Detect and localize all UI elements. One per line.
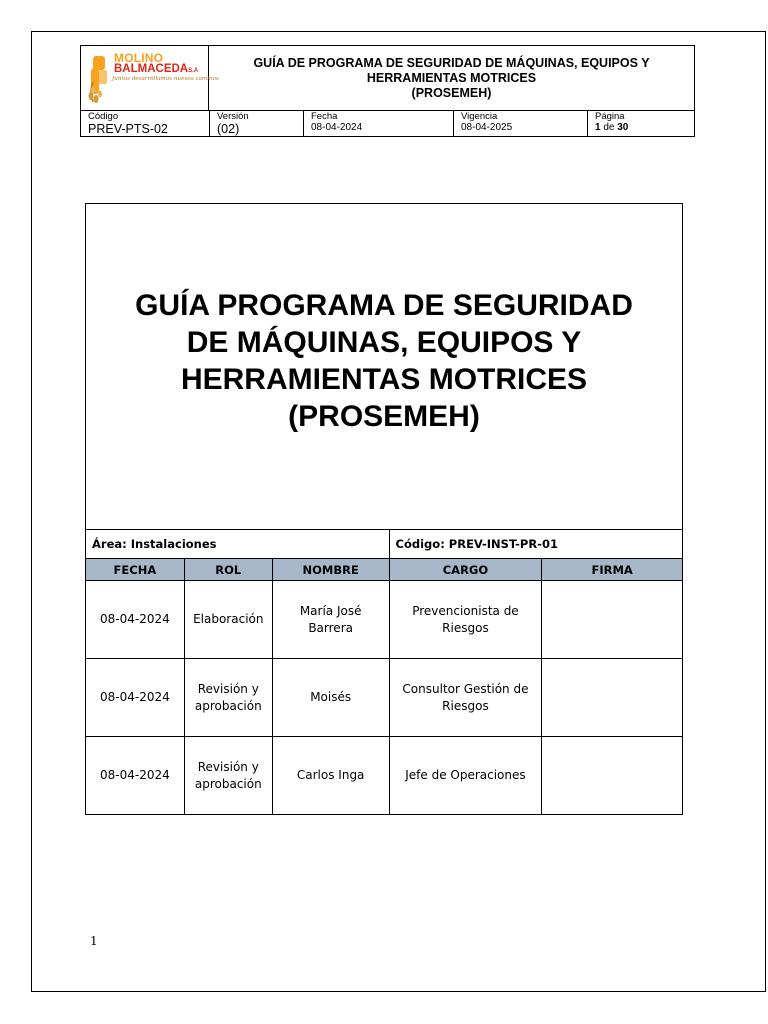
area-cell: Área: Instalaciones	[86, 530, 390, 559]
cover-title-line1: GUÍA PROGRAMA DE SEGURIDAD	[135, 289, 633, 322]
firma-cell	[542, 737, 683, 815]
logo-tagline: Juntos desarrollamos nuevos caminos	[112, 76, 219, 82]
header-title	[209, 46, 694, 110]
meta-label: Versión	[217, 111, 249, 122]
cover-title	[86, 287, 682, 435]
cover-title-line4: (PROSEMEH)	[288, 400, 480, 433]
logo-line1: MOLINO	[114, 51, 164, 65]
fecha-cell: 08-04-2024	[86, 659, 185, 737]
cargo-cell: Jefe de Operaciones	[389, 737, 542, 815]
meta-label: Código	[88, 111, 119, 122]
header-title-line3: (PROSEMEH)	[411, 85, 492, 100]
nombre-cell: Carlos Inga	[272, 737, 389, 815]
meta-label: Fecha	[311, 111, 338, 122]
meta-codigo	[81, 111, 209, 136]
meta-value: 08-04-2024	[311, 122, 363, 133]
column-header: CARGO	[389, 559, 542, 581]
header-meta-row	[81, 110, 694, 136]
nombre-cell: Moisés	[272, 659, 389, 737]
rol-cell: Elaboración	[184, 581, 272, 659]
rol-cell: Revisión y aprobación	[184, 659, 272, 737]
cover-box	[85, 203, 683, 815]
column-header: ROL	[184, 559, 272, 581]
header-title-line2: HERRAMIENTAS MOTRICES	[366, 70, 537, 85]
meta-fecha	[303, 111, 453, 136]
meta-label: Página	[595, 111, 625, 122]
column-header: FECHA	[86, 559, 185, 581]
column-header: NOMBRE	[272, 559, 389, 581]
page-number: 1	[90, 934, 98, 948]
cargo-cell: Consultor Gestión de Riesgos	[389, 659, 542, 737]
fecha-cell: 08-04-2024	[86, 737, 185, 815]
logo-suffix: S.A	[188, 68, 199, 74]
fecha-cell: 08-04-2024	[86, 581, 185, 659]
document-header	[80, 45, 695, 137]
firma-cell	[542, 581, 683, 659]
header-title-line1: GUÍA DE PROGRAMA DE SEGURIDAD DE MÁQUINAS, EQUIPOS Y	[253, 55, 650, 70]
meta-value: PREV-PTS-02	[88, 122, 168, 136]
meta-vigencia	[453, 111, 587, 136]
meta-value: 08-04-2025	[461, 122, 513, 133]
codigo-cell: Código: PREV-INST-PR-01	[389, 530, 682, 559]
meta-label: Vigencia	[461, 111, 498, 122]
table-row	[86, 659, 683, 737]
nombre-cell: María José Barrera	[272, 581, 389, 659]
cover-title-line3: HERRAMIENTAS MOTRICES	[180, 363, 588, 396]
column-header: FIRMA	[542, 559, 683, 581]
meta-version	[209, 111, 303, 136]
meta-pagina	[587, 111, 694, 136]
table-row	[86, 581, 683, 659]
cargo-cell: Prevencionista de Riesgos	[389, 581, 542, 659]
approval-table	[85, 529, 683, 815]
meta-value: 1 de 30	[595, 122, 629, 133]
meta-value: (02)	[217, 122, 240, 136]
cover-title-line2: DE MÁQUINAS, EQUIPOS Y	[186, 326, 582, 359]
table-row	[86, 737, 683, 815]
area-row	[86, 530, 683, 559]
company-logo	[87, 50, 219, 106]
rol-cell: Revisión y aprobación	[184, 737, 272, 815]
wheat-icon	[87, 52, 113, 106]
firma-cell	[542, 659, 683, 737]
logo-line2: BALMACEDAS.A	[114, 63, 199, 75]
table-header-row	[86, 559, 683, 581]
logo-cell	[81, 46, 219, 110]
